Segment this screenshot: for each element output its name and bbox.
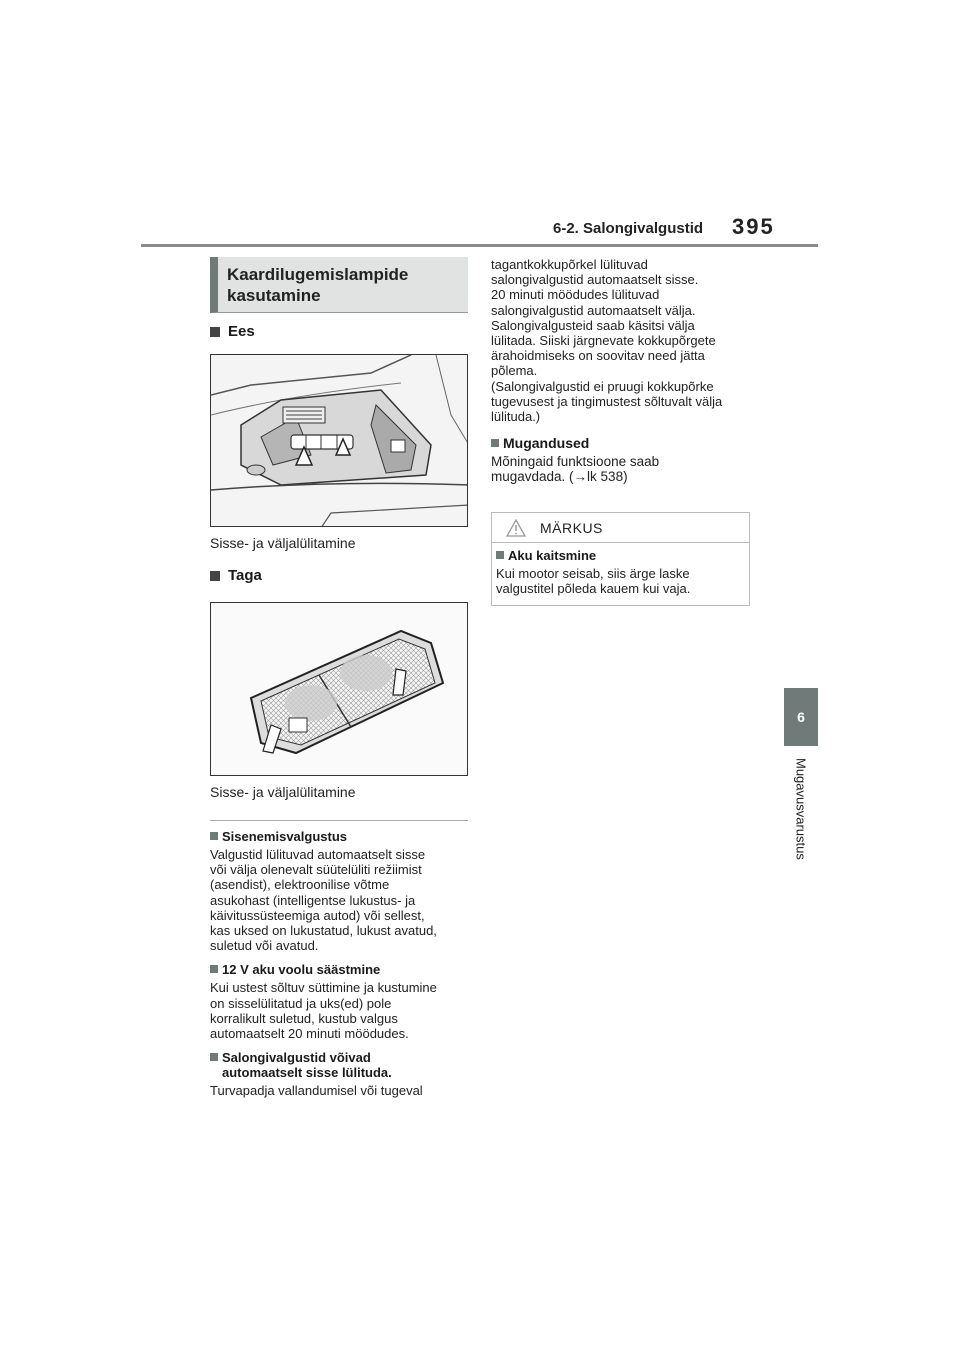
customize-text: Mõningaid funktsioone saab mugavdada. (→lk 538) (491, 454, 660, 485)
rear-lamp-figure (210, 602, 468, 776)
info-item-text: Valgustid lülituvad automaatselt sisse või välja olenevalt süütelüliti režiimist (asendist), elektroonilise võtme asukohast (intelligentse lukustus- ja käivitussüsteemiga autod) või sellest, kas uksed on lukustatud, lukust avatud, suletud või avatud. (210, 847, 437, 954)
chapter-label: Mugavusvarustus (793, 758, 809, 860)
bullet-square-icon (210, 1053, 218, 1061)
note-title: MÄRKUS (540, 519, 603, 536)
warning-triangle-icon (506, 519, 526, 537)
bullet-square-icon (491, 439, 499, 447)
info-item-heading: 12 V aku voolu säästmine (222, 962, 381, 978)
header-section-title: 6-2. Salongivalgustid (553, 220, 704, 237)
note-body (492, 543, 749, 596)
continued-text: tagantkokkupõrkel lülituvad salongivalgustid automaatselt sisse. 20 minuti möödudes lülituvad salongivalgustid automaatselt välja. Salongivalgusteid saab käsitsi välja lülitada. Siiski järgnevate kokkupõrgete ärahoidmiseks on soovitav need jätta põlema. (Salongivalgustid ei pruugi kokkupõrke tugevusest ja tingimustest sõltuvalt välja lülituda.) (491, 257, 723, 425)
page-number: 395 (732, 214, 775, 239)
front-caption: Sisse- ja väljalülitamine (210, 535, 356, 551)
note-box (491, 512, 750, 606)
info-item-text: Kui ustest sõltuv süttimine ja kustumine on sisselülitatud ja uks(ed) pole korralikult suletud, kustub valgus automaatselt 20 minuti möödudes. (210, 980, 437, 1042)
chapter-tab: 6 (784, 688, 818, 746)
note-header (492, 513, 749, 543)
info-item-entry-light (210, 829, 468, 953)
note-heading: Aku kaitsmine (508, 548, 597, 563)
bullet-square-icon (210, 327, 220, 337)
info-item-heading: Salongivalgustid võivad automaatselt sisse lülituda. (222, 1050, 392, 1081)
rear-heading-text: Taga (228, 567, 262, 584)
info-item-heading: Sisenemisvalgustus (222, 829, 347, 844)
front-heading (210, 323, 468, 340)
rear-caption: Sisse- ja väljalülitamine (210, 784, 356, 800)
section-divider (210, 820, 468, 821)
rear-heading (210, 567, 468, 584)
bullet-square-icon (210, 832, 218, 840)
front-overhead-console-illustration (211, 355, 468, 527)
header-rule (141, 244, 818, 247)
right-column (491, 257, 753, 485)
bullet-square-icon (210, 965, 218, 973)
front-lamp-figure (210, 354, 468, 527)
section-title (210, 257, 468, 313)
bullet-square-icon (210, 571, 220, 581)
front-heading-text: Ees (228, 323, 255, 340)
info-item-text: Turvapadja vallandumisel või tugeval (210, 1083, 423, 1099)
left-column (210, 257, 468, 1098)
section-title-text: Kaardilugemislampide kasutamine (227, 265, 409, 305)
customize-item (491, 436, 753, 484)
info-item-auto-on (210, 1050, 468, 1098)
customize-heading: Mugandused (503, 435, 590, 452)
bullet-square-icon (496, 551, 504, 559)
note-text: Kui mootor seisab, siis ärge laske valgustitel põleda kauem kui vaja. (496, 566, 691, 597)
info-item-battery-saver (210, 962, 468, 1041)
rear-dome-lamp-illustration (211, 603, 468, 776)
